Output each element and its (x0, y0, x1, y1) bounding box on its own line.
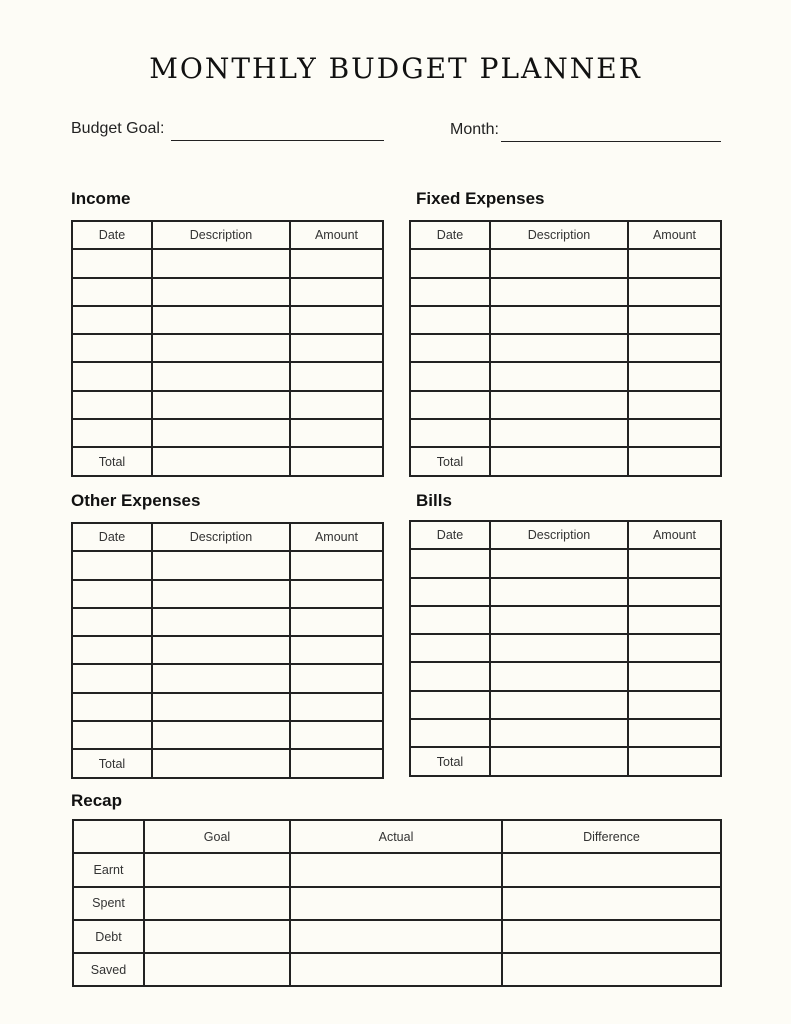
recap-column-header: Actual (290, 820, 502, 853)
budget-goal-label: Budget Goal: (71, 120, 165, 137)
entry-cell[interactable] (152, 721, 290, 749)
entry-cell[interactable] (410, 634, 490, 662)
table-row (72, 362, 383, 390)
entry-cell[interactable] (152, 391, 290, 419)
header-row (72, 523, 383, 551)
recap-entry-cell[interactable] (290, 920, 502, 953)
column-header: Description (490, 221, 628, 249)
entry-cell[interactable] (290, 551, 383, 579)
column-header: Date (72, 221, 152, 249)
entry-cell[interactable] (628, 747, 721, 775)
entry-cell[interactable] (72, 391, 152, 419)
bills-title: Bills (416, 491, 452, 510)
recap-entry-cell[interactable] (144, 887, 290, 920)
column-header: Description (490, 521, 628, 549)
entry-cell[interactable] (72, 721, 152, 749)
total-row (410, 447, 721, 475)
entry-cell[interactable] (410, 419, 490, 447)
income-title: Income (71, 189, 131, 208)
entry-cell[interactable] (490, 278, 628, 306)
entry-cell[interactable] (490, 249, 628, 277)
other-expenses-title: Other Expenses (71, 491, 201, 510)
entry-cell[interactable] (290, 721, 383, 749)
recap-entry-cell[interactable] (502, 853, 721, 886)
table-row (72, 721, 383, 749)
entry-cell[interactable] (410, 662, 490, 690)
fixed-expenses-title: Fixed Expenses (416, 189, 545, 208)
table-row (410, 419, 721, 447)
entry-cell[interactable] (628, 419, 721, 447)
entry-cell[interactable] (628, 634, 721, 662)
table-row (72, 636, 383, 664)
entry-cell[interactable] (410, 719, 490, 747)
entry-cell[interactable] (490, 391, 628, 419)
header-row (72, 221, 383, 249)
table-row (410, 719, 721, 747)
entry-cell[interactable] (152, 306, 290, 334)
entry-cell[interactable] (628, 447, 721, 475)
entry-cell[interactable] (72, 362, 152, 390)
recap-row-label: Saved (73, 953, 144, 986)
entry-cell[interactable] (290, 391, 383, 419)
other-expenses-table (71, 522, 384, 779)
entry-cell[interactable] (490, 419, 628, 447)
entry-cell[interactable] (628, 719, 721, 747)
entry-cell[interactable] (152, 278, 290, 306)
table-row (410, 549, 721, 577)
table-row (410, 249, 721, 277)
entry-cell[interactable] (72, 334, 152, 362)
entry-cell[interactable] (628, 278, 721, 306)
entry-cell[interactable] (628, 606, 721, 634)
bills-table (409, 520, 722, 777)
entry-cell[interactable] (152, 249, 290, 277)
entry-cell[interactable] (628, 549, 721, 577)
total-label: Total (410, 447, 490, 475)
recap-entry-cell[interactable] (502, 887, 721, 920)
month-line[interactable] (501, 141, 721, 142)
table-row (72, 306, 383, 334)
column-header: Date (410, 221, 490, 249)
entry-cell[interactable] (410, 549, 490, 577)
total-row (72, 749, 383, 777)
entry-cell[interactable] (628, 306, 721, 334)
income-table (71, 220, 384, 477)
recap-entry-cell[interactable] (290, 853, 502, 886)
entry-cell[interactable] (410, 578, 490, 606)
column-header: Amount (628, 521, 721, 549)
recap-entry-cell[interactable] (144, 853, 290, 886)
recap-row (73, 953, 721, 986)
entry-cell[interactable] (490, 362, 628, 390)
recap-entry-cell[interactable] (290, 887, 502, 920)
budget-goal-line[interactable] (171, 140, 384, 141)
total-row (410, 747, 721, 775)
entry-cell[interactable] (72, 636, 152, 664)
recap-entry-cell[interactable] (290, 953, 502, 986)
entry-cell[interactable] (290, 664, 383, 692)
entry-cell[interactable] (290, 580, 383, 608)
entry-cell[interactable] (490, 634, 628, 662)
recap-title: Recap (71, 791, 123, 810)
header-row (410, 521, 721, 549)
entry-cell[interactable] (72, 580, 152, 608)
entry-cell[interactable] (72, 306, 152, 334)
table-row (410, 606, 721, 634)
entry-cell[interactable] (410, 362, 490, 390)
entry-cell[interactable] (290, 334, 383, 362)
table-row (410, 634, 721, 662)
table-row (72, 551, 383, 579)
entry-cell[interactable] (290, 749, 383, 777)
fixed-expenses-table (409, 220, 722, 477)
recap-row-label: Spent (73, 887, 144, 920)
entry-cell[interactable] (152, 447, 290, 475)
entry-cell[interactable] (490, 334, 628, 362)
entry-cell[interactable] (410, 606, 490, 634)
entry-cell[interactable] (152, 693, 290, 721)
table-row (72, 419, 383, 447)
entry-cell[interactable] (72, 551, 152, 579)
column-header: Description (152, 523, 290, 551)
entry-cell[interactable] (628, 249, 721, 277)
table-row (72, 278, 383, 306)
entry-cell[interactable] (152, 334, 290, 362)
entry-cell[interactable] (72, 278, 152, 306)
recap-row-label: Earnt (73, 853, 144, 886)
table-row (410, 334, 721, 362)
header-row (410, 221, 721, 249)
recap-entry-cell[interactable] (144, 920, 290, 953)
entry-cell[interactable] (72, 249, 152, 277)
entry-cell[interactable] (290, 447, 383, 475)
table-row (72, 391, 383, 419)
column-header: Amount (628, 221, 721, 249)
table-row (72, 693, 383, 721)
total-label: Total (72, 447, 152, 475)
table-row (72, 608, 383, 636)
table-row (72, 249, 383, 277)
table-row (410, 691, 721, 719)
entry-cell[interactable] (410, 334, 490, 362)
entry-cell[interactable] (152, 636, 290, 664)
entry-cell[interactable] (290, 608, 383, 636)
month-field[interactable] (450, 121, 722, 147)
entry-cell[interactable] (72, 419, 152, 447)
entry-cell[interactable] (152, 608, 290, 636)
entry-cell[interactable] (290, 693, 383, 721)
recap-row (73, 920, 721, 953)
column-header: Date (72, 523, 152, 551)
recap-entry-cell[interactable] (502, 953, 721, 986)
entry-cell[interactable] (290, 278, 383, 306)
entry-cell[interactable] (490, 578, 628, 606)
recap-row-label: Debt (73, 920, 144, 953)
entry-cell[interactable] (490, 747, 628, 775)
entry-cell[interactable] (490, 306, 628, 334)
column-header: Amount (290, 221, 383, 249)
entry-cell[interactable] (72, 664, 152, 692)
recap-entry-cell[interactable] (144, 953, 290, 986)
entry-cell[interactable] (490, 691, 628, 719)
entry-cell[interactable] (290, 249, 383, 277)
entry-cell[interactable] (410, 391, 490, 419)
entry-cell[interactable] (628, 391, 721, 419)
entry-cell[interactable] (152, 664, 290, 692)
table-row (410, 306, 721, 334)
column-header: Amount (290, 523, 383, 551)
entry-cell[interactable] (410, 691, 490, 719)
entry-cell[interactable] (490, 606, 628, 634)
entry-cell[interactable] (628, 362, 721, 390)
recap-entry-cell[interactable] (502, 920, 721, 953)
page-title: MONTHLY BUDGET PLANNER (149, 52, 642, 85)
entry-cell[interactable] (410, 278, 490, 306)
recap-row (73, 887, 721, 920)
entry-cell[interactable] (290, 419, 383, 447)
column-header: Date (410, 521, 490, 549)
entry-cell[interactable] (152, 749, 290, 777)
recap-body (73, 820, 721, 986)
entry-cell[interactable] (490, 719, 628, 747)
month-label: Month: (450, 121, 499, 138)
table-row (72, 664, 383, 692)
recap-column-header (73, 820, 144, 853)
recap-column-header: Goal (144, 820, 290, 853)
recap-column-header: Difference (502, 820, 721, 853)
recap-table (72, 819, 722, 987)
total-label: Total (72, 749, 152, 777)
entry-cell[interactable] (490, 447, 628, 475)
entry-cell[interactable] (72, 693, 152, 721)
entry-cell[interactable] (410, 306, 490, 334)
table-row (410, 578, 721, 606)
entry-cell[interactable] (410, 249, 490, 277)
entry-cell[interactable] (490, 549, 628, 577)
recap-row (73, 853, 721, 886)
table-row (410, 362, 721, 390)
budget-goal-field[interactable] (71, 120, 386, 146)
table-row (410, 278, 721, 306)
entry-cell[interactable] (152, 580, 290, 608)
table-row (72, 580, 383, 608)
total-label: Total (410, 747, 490, 775)
entry-cell[interactable] (628, 662, 721, 690)
entry-cell[interactable] (628, 578, 721, 606)
entry-cell[interactable] (490, 662, 628, 690)
column-header: Description (152, 221, 290, 249)
entry-cell[interactable] (628, 691, 721, 719)
entry-cell[interactable] (290, 362, 383, 390)
entry-cell[interactable] (152, 419, 290, 447)
entry-cell[interactable] (72, 608, 152, 636)
recap-header-row (73, 820, 721, 853)
entry-cell[interactable] (290, 306, 383, 334)
entry-cell[interactable] (628, 334, 721, 362)
entry-cell[interactable] (152, 362, 290, 390)
table-row (410, 391, 721, 419)
entry-cell[interactable] (290, 636, 383, 664)
entry-cell[interactable] (152, 551, 290, 579)
table-row (72, 334, 383, 362)
total-row (72, 447, 383, 475)
table-row (410, 662, 721, 690)
